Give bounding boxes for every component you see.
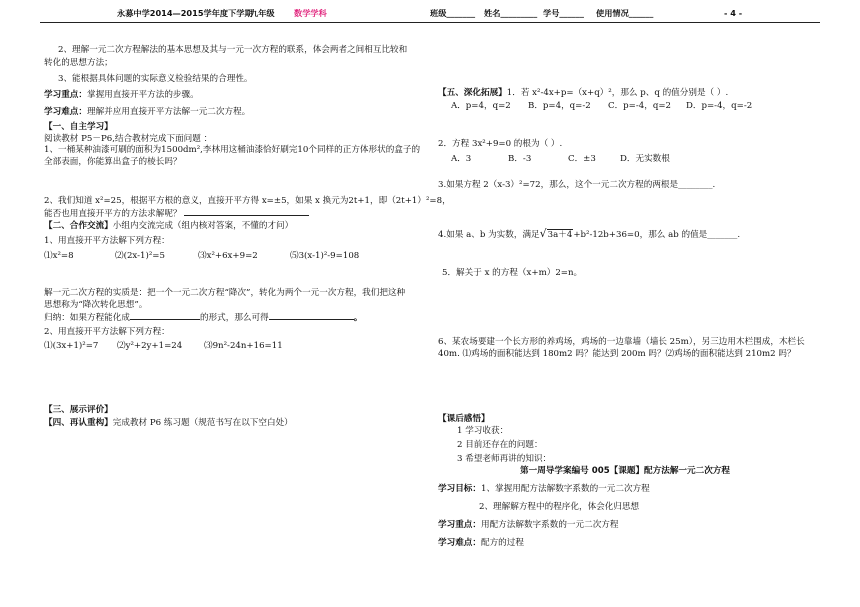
practice-1-title: 1、用直接开平方法解下列方程： — [44, 236, 170, 246]
generalization: 归纳：如果方程能化成 的形式，那么可得 。 — [44, 313, 363, 323]
usage-field: 使用情况______ — [596, 8, 654, 18]
practice-2-title: 2、用直接开平方法解下列方程： — [44, 327, 170, 337]
next-goal-1 — [438, 484, 650, 496]
extension-q3: 3.如果方程 2（x-3）²=72，那么，这个一元二次方程的两根是________. — [438, 180, 716, 190]
next-key-text: 用配方法解数字系数的一元二次方程 — [480, 520, 619, 530]
difficulty-label: 学习难点： — [44, 107, 87, 117]
q1-option-d: D．p=-4，q=-2 — [686, 101, 753, 111]
goal-2a: 2、理解一元二次方程解法的基本思想及其与一元一次方程的联系，体会两者之间相互比较和 — [58, 45, 408, 55]
equation-2-2: ⑵y²+2y+1=24 — [117, 341, 183, 351]
question-2a: 2、我们知道 x²=25，根据平方根的意义，直接开平方得 x=±5，如果 x 换元为2t+1，即（2t+1）²=8， — [44, 196, 451, 206]
section-5-label: 【五、深化拓展】 — [438, 88, 507, 98]
section-4-title — [44, 418, 293, 430]
equation-1-4: ⑸3(x-1)²-9=108 — [290, 251, 360, 261]
q1-option-b: B．p=4，q=-2 — [528, 101, 591, 111]
question-2b — [44, 209, 309, 221]
extension-q4: 4.如果 a、b 为实数，满足√3a＋4+b²-12b+36=0，那么 ab 的值是_______. — [438, 227, 741, 240]
header-rule — [40, 22, 820, 23]
extension-q6a: 6、某农场要建一个长方形的养鸡场，鸡场的一边靠墙（墙长 25m），另三边用木栏围成，木栏长 — [438, 337, 805, 347]
summary-b: 思想称为“降次转化思想”。 — [44, 300, 148, 310]
reflection-title: 【课后感悟】 — [438, 414, 490, 424]
q4-part-b: +b²-12b+36=0，那么 ab 的值是_______. — [573, 230, 741, 240]
difficulty-point — [44, 107, 250, 119]
reflection-2: 2 目前还存在的问题： — [457, 440, 543, 450]
equation-2-3: ⑶9n²-24n+16=11 — [204, 341, 283, 351]
name-field: 姓名_________ — [484, 8, 538, 18]
extension-q2: 2．方程 3x²+9=0 的根为（ ）. — [438, 139, 563, 149]
section-4-label: 【四、再认重构】 — [44, 418, 113, 428]
reading-instruction: 阅读教材 P5－P6,结合教材完成下面问题 ： — [44, 134, 213, 144]
equation-1-3: ⑶x²+6x+9=2 — [198, 251, 258, 261]
section-2-label: 【二、合作交流】 — [44, 221, 113, 231]
extension-q6b: 40m. ⑴鸡场的面积能达到 180m2 吗？能达到 200m 吗？⑵鸡场的面积能达到 210m2 吗？ — [438, 349, 796, 359]
q2-option-a: A．3 — [451, 154, 472, 164]
school-year: 永募中学2014—2015学年度下学期 — [117, 8, 253, 18]
reflection-1: 1 学习收获： — [457, 426, 509, 436]
generalization-part-a: 归纳：如果方程能化成 — [44, 313, 130, 323]
extension-q1-text: 1．若 x²-4x+p=（x+q）²，那么 p、q 的值分别是（ ）. — [506, 88, 729, 98]
sqrt-expression: 3a＋4 — [547, 230, 573, 240]
student-id-field: 学号______ — [543, 8, 584, 18]
result-blank[interactable] — [269, 319, 354, 320]
question-2b-text: 能否也用直接开平方的方法求解呢？ — [44, 209, 182, 219]
section-3-title: 【三、展示评价】 — [44, 405, 113, 415]
section-2-title — [44, 221, 293, 233]
q4-part-a: 4.如果 a、b 为实数，满足 — [438, 230, 540, 240]
equation-1-1: ⑴x²=8 — [44, 251, 74, 261]
page-header — [0, 0, 860, 22]
goal-3: 3、能根据具体问题的实际意义检验结果的合理性。 — [58, 74, 253, 84]
section-4-text: 完成教材 P6 练习题（规范书写在以下空白处） — [112, 418, 293, 428]
page-number: - 4 - — [724, 8, 743, 18]
extension-q5: 5．解关于 x 的方程（x+m）2=n。 — [442, 268, 583, 278]
next-key-point — [438, 520, 619, 532]
class-field: 班级_______ — [430, 8, 476, 18]
goal-2b: 转化的思想方法； — [44, 58, 113, 68]
extension-q1 — [438, 88, 728, 100]
next-goal-2: 2、理解解方程中的程序化，体会化归思想 — [479, 502, 640, 512]
q1-option-a: A．p=4，q=2 — [451, 101, 511, 111]
key-text: 掌握用直接开平方法的步骤。 — [86, 90, 199, 100]
generalization-part-b: 的形式，那么可得 — [199, 313, 269, 323]
form-blank[interactable] — [130, 319, 200, 320]
next-difficulty-label: 学习难点： — [438, 538, 481, 548]
q2-option-c: C．±3 — [568, 154, 596, 164]
next-goal-label: 学习目标： — [438, 484, 481, 494]
grade-label: 九年级 — [250, 8, 275, 18]
answer-blank[interactable] — [184, 215, 309, 216]
summary-a: 解一元二次方程的实质是：把一个一元二次方程“降次”，转化为两个一元一次方程，我们把这种 — [44, 288, 406, 298]
equation-2-1: ⑴(3x+1)²=7 — [44, 341, 99, 351]
section-1-title: 【一、自主学习】 — [44, 122, 113, 132]
reflection-3: 3 希望老师再讲的知识： — [457, 454, 552, 464]
next-lesson-title: 第一周导学案编号 005【课题】配方法解一元二次方程 — [520, 466, 730, 476]
next-difficulty-text: 配方的过程 — [480, 538, 524, 548]
difficulty-text: 理解并应用直接开平方法解一元二次方程。 — [86, 107, 251, 117]
q2-option-b: B．-3 — [508, 154, 532, 164]
section-2-text: 小组内交流完成（组内核对答案，不懂的才问） — [112, 221, 294, 231]
next-goal-1-text: 1、掌握用配方法解数字系数的一元二次方程 — [480, 484, 650, 494]
next-difficulty — [438, 538, 524, 550]
q1-option-c: C．p=-4，q=2 — [608, 101, 672, 111]
question-1b: 全部表面，你能算出盒子的棱长吗？ — [44, 157, 182, 167]
question-1a: 1、一桶某种油漆可刷的面积为1500dm²,李林用这桶油漆恰好刷完10个同样的正方体形状的盒子的 — [44, 145, 421, 155]
subject-label: 数学学科 — [294, 8, 327, 18]
next-key-label: 学习重点： — [438, 520, 481, 530]
key-point — [44, 90, 199, 102]
equation-1-2: ⑵(2x-1)²=5 — [115, 251, 165, 261]
q2-option-d: D．无实数根 — [620, 154, 670, 164]
key-label: 学习重点： — [44, 90, 87, 100]
